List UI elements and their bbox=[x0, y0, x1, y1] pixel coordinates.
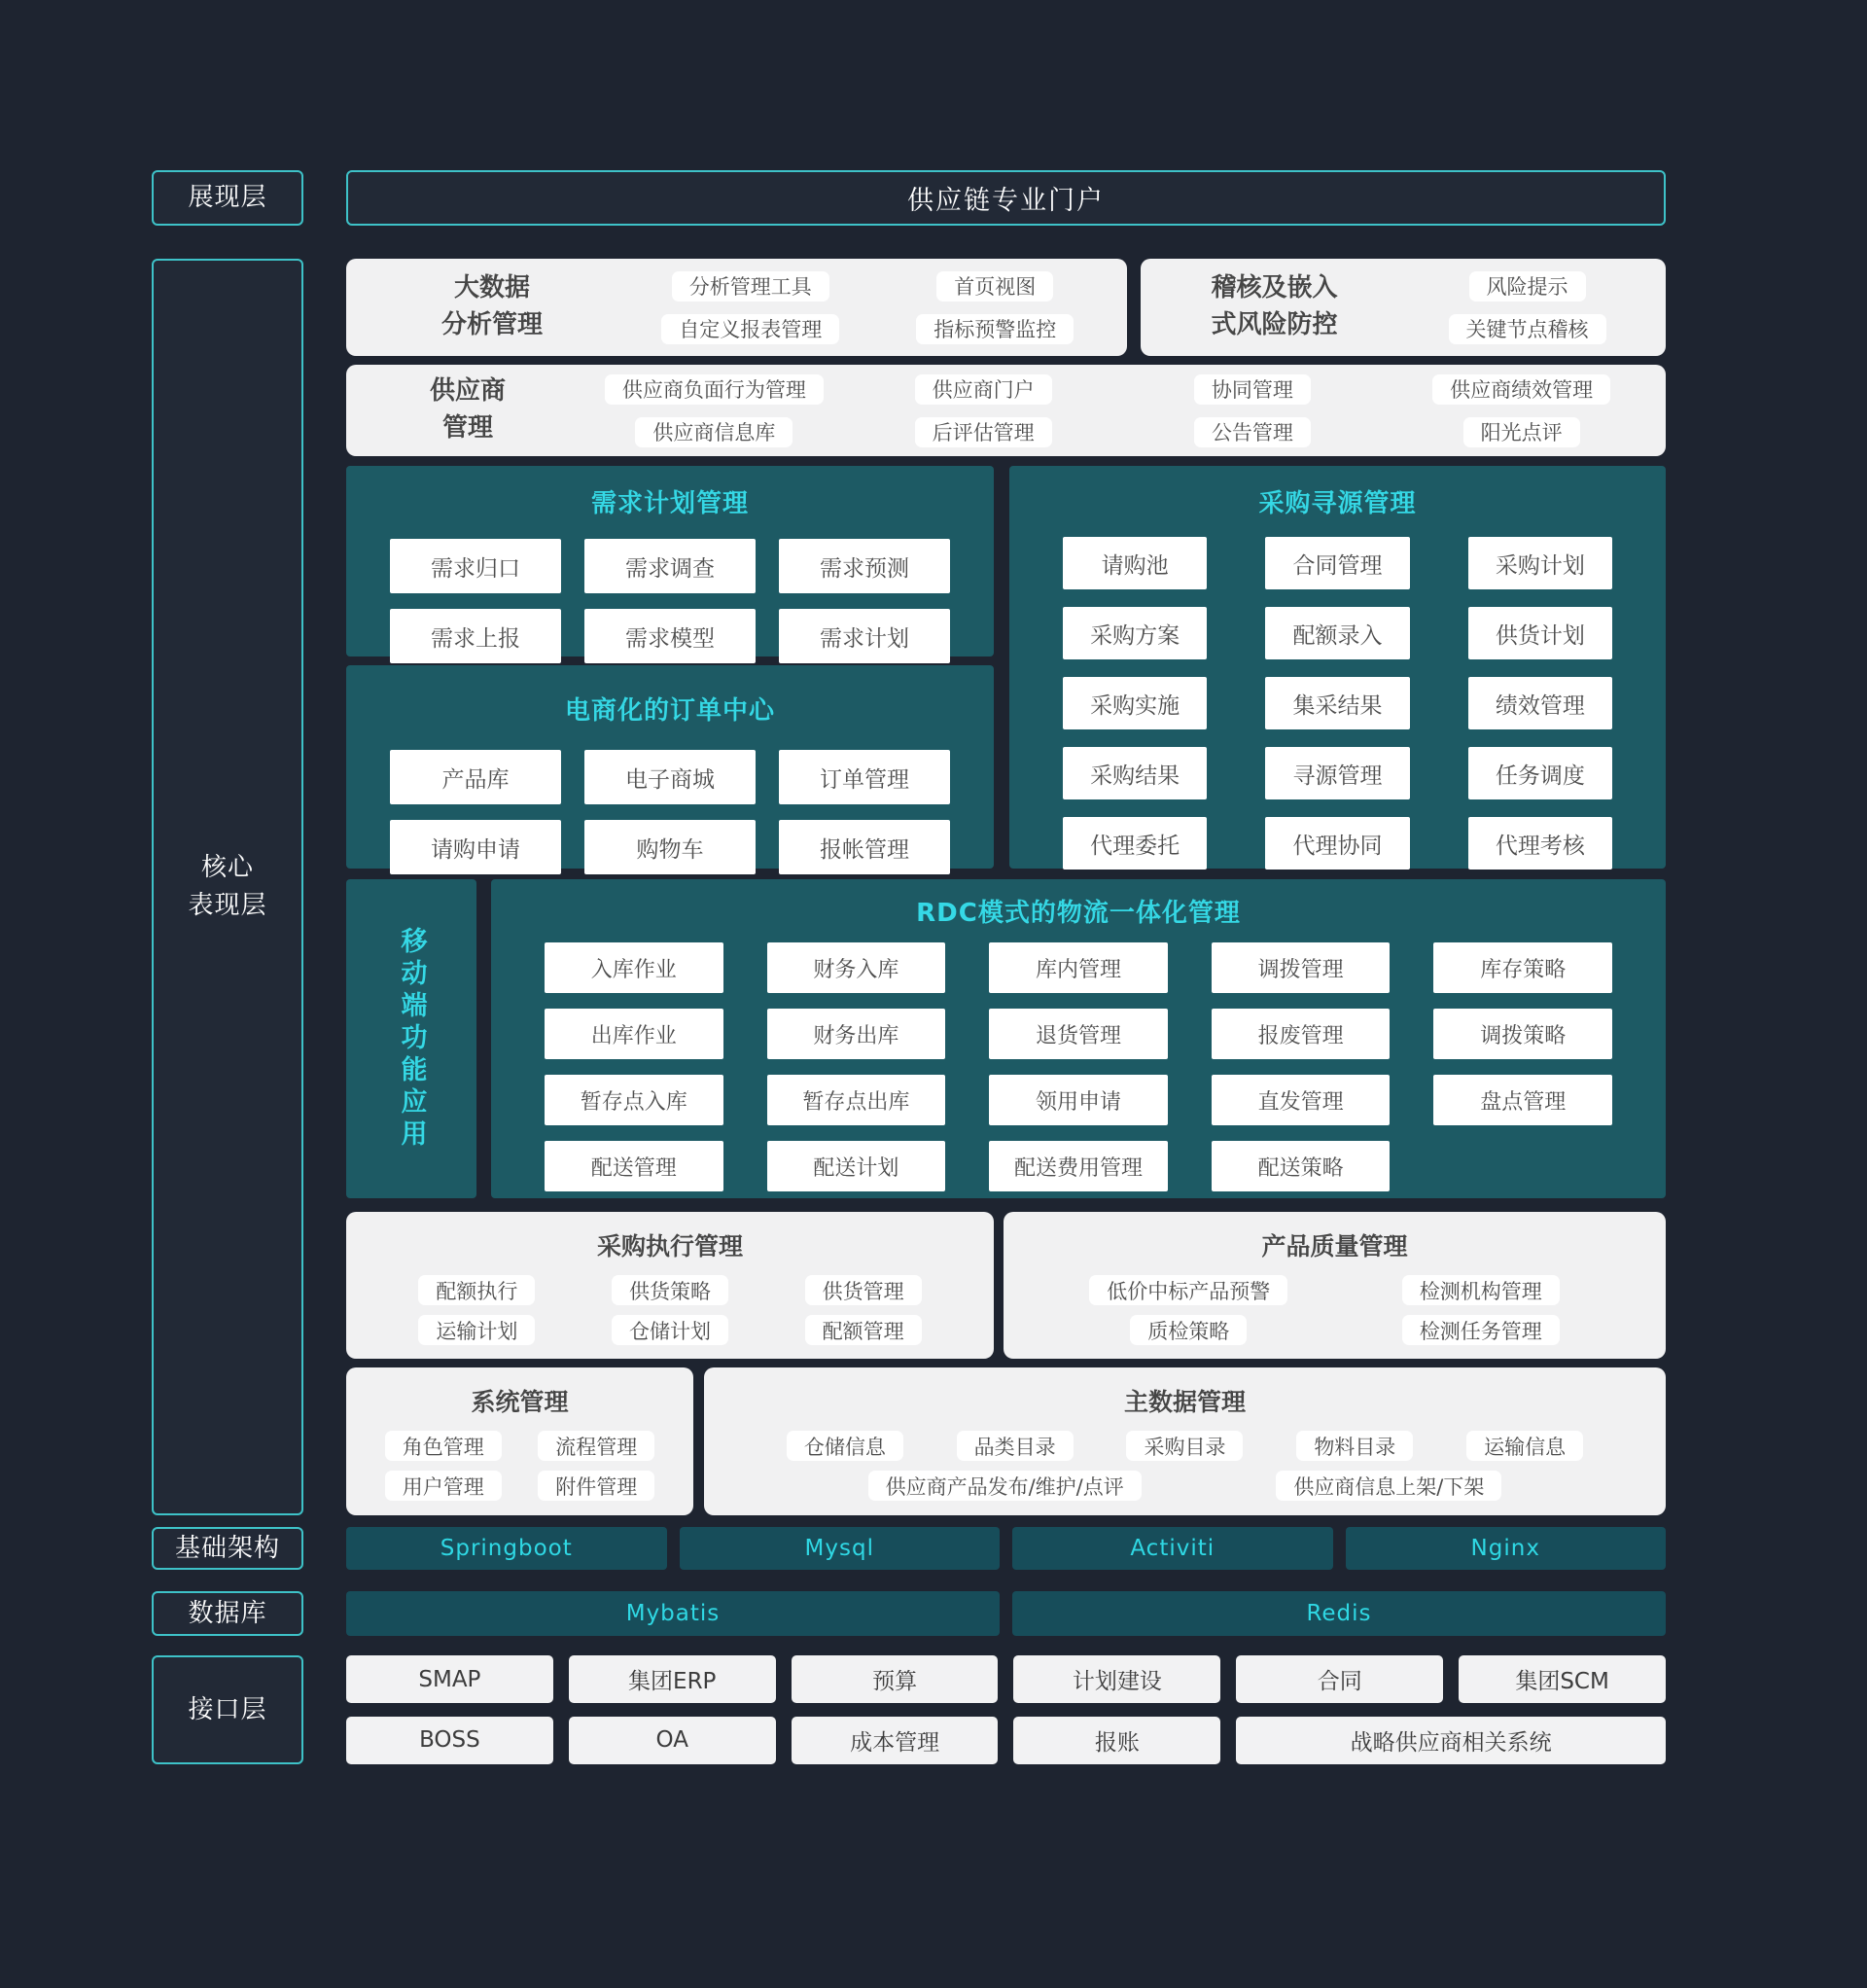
module-box: 采购实施 bbox=[1063, 677, 1207, 729]
module-box: 配送费用管理 bbox=[989, 1141, 1168, 1191]
tech-bar: Redis bbox=[1012, 1591, 1666, 1636]
module-box: 首页视图 bbox=[936, 271, 1053, 302]
row-demand-sourcing bbox=[346, 466, 1666, 869]
core-label-line2: 表现层 bbox=[188, 891, 267, 920]
module-box: 盘点管理 bbox=[1433, 1075, 1612, 1125]
module-box: 供货计划 bbox=[1468, 607, 1612, 659]
module-box: 角色管理 bbox=[385, 1431, 502, 1461]
module-box: 关键节点稽核 bbox=[1449, 314, 1606, 344]
interface-box: 战略供应商相关系统 bbox=[1236, 1717, 1666, 1764]
panel-master-data bbox=[704, 1367, 1666, 1515]
panel-rdc-logistics bbox=[491, 879, 1666, 1198]
module-box: 指标预警监控 bbox=[916, 314, 1074, 344]
module-box: 采购结果 bbox=[1063, 747, 1207, 799]
panel-title: 稽核及嵌入 式风险防控 bbox=[1211, 273, 1338, 339]
module-box: 采购计划 bbox=[1468, 537, 1612, 589]
interface-box: 集团ERP bbox=[569, 1655, 776, 1703]
interface-box: 合同 bbox=[1236, 1655, 1443, 1703]
panel-product-quality bbox=[1004, 1212, 1666, 1359]
module-box: 质检策略 bbox=[1130, 1315, 1247, 1345]
panel-bigdata-analytics bbox=[346, 259, 1127, 356]
layer-label-infrastructure bbox=[152, 1527, 303, 1570]
module-box: 入库作业 bbox=[545, 942, 723, 993]
module-box: 寻源管理 bbox=[1265, 747, 1409, 799]
row-execution-quality bbox=[346, 1212, 1666, 1359]
chip-grid bbox=[390, 750, 950, 874]
module-box: 供应商信息库 bbox=[635, 417, 793, 447]
portal-title: 供应链专业门户 bbox=[907, 186, 1105, 216]
module-box: 直发管理 bbox=[1212, 1075, 1391, 1125]
module-box: 产品库 bbox=[390, 750, 561, 804]
module-box: 电子商城 bbox=[584, 750, 756, 804]
diagram-layout bbox=[152, 170, 1666, 1764]
chip-column bbox=[873, 271, 1118, 344]
module-box: 供应商门户 bbox=[915, 374, 1052, 405]
chip-column bbox=[849, 374, 1118, 447]
panel-order-center bbox=[346, 665, 994, 869]
interface-box: 预算 bbox=[792, 1655, 999, 1703]
module-box: 流程管理 bbox=[538, 1431, 654, 1461]
panel-title: 采购寻源管理 bbox=[1258, 489, 1417, 518]
module-box: 财务出库 bbox=[767, 1009, 946, 1059]
module-box: 配送策略 bbox=[1212, 1141, 1391, 1191]
interface-box: BOSS bbox=[346, 1717, 553, 1764]
module-box: 代理协同 bbox=[1265, 817, 1409, 870]
chip-grid bbox=[545, 942, 1612, 1191]
chip-grid bbox=[390, 539, 950, 663]
module-box: 采购方案 bbox=[1063, 607, 1207, 659]
layer-label-interface bbox=[152, 1655, 303, 1764]
module-box: 调拨策略 bbox=[1433, 1009, 1612, 1059]
module-box: 购物车 bbox=[584, 820, 756, 874]
chip-grid bbox=[373, 1431, 666, 1501]
chip-column bbox=[1387, 374, 1656, 447]
module-box: 需求调查 bbox=[584, 539, 756, 593]
module-box: 领用申请 bbox=[989, 1075, 1168, 1125]
module-box: 集采结果 bbox=[1265, 677, 1409, 729]
module-box: 报废管理 bbox=[1212, 1009, 1391, 1059]
module-box: 暂存点入库 bbox=[545, 1075, 723, 1125]
panel-title: RDC模式的物流一体化管理 bbox=[916, 899, 1241, 928]
panel-mobile-apps bbox=[346, 879, 476, 1198]
panel-title: 需求计划管理 bbox=[590, 489, 749, 518]
tech-bar: Mybatis bbox=[346, 1591, 1000, 1636]
row-database bbox=[346, 1591, 1666, 1636]
chip-grid bbox=[400, 1275, 940, 1345]
panel-procurement-sourcing bbox=[1009, 466, 1666, 869]
layer-label-presentation bbox=[152, 170, 303, 226]
module-box: 供应商信息上架/下架 bbox=[1276, 1471, 1501, 1501]
module-box: 仓储计划 bbox=[612, 1315, 728, 1345]
module-box: 运输计划 bbox=[418, 1315, 535, 1345]
row-infrastructure bbox=[346, 1527, 1666, 1570]
module-box: 调拨管理 bbox=[1212, 942, 1391, 993]
module-box: 退货管理 bbox=[989, 1009, 1168, 1059]
chip-grid bbox=[1072, 1275, 1598, 1345]
row-interfaces bbox=[346, 1655, 1666, 1764]
module-box: 库存策略 bbox=[1433, 942, 1612, 993]
panel-title-vertical: 移动端功能应用 bbox=[396, 926, 427, 1152]
chip-grid bbox=[1063, 537, 1612, 870]
module-box: 检测任务管理 bbox=[1402, 1315, 1560, 1345]
layer-label-text: 接口层 bbox=[188, 1694, 267, 1724]
panel-title: 主数据管理 bbox=[1123, 1388, 1246, 1416]
panel-title: 供应商 管理 bbox=[429, 376, 506, 443]
module-box: 品类目录 bbox=[957, 1431, 1074, 1461]
panel-title: 电商化的订单中心 bbox=[564, 696, 775, 726]
module-box: 协同管理 bbox=[1194, 374, 1311, 405]
interface-box: SMAP bbox=[346, 1655, 553, 1703]
panel-supplier-management bbox=[346, 365, 1666, 456]
module-box: 分析管理工具 bbox=[672, 271, 829, 302]
interface-box: 报账 bbox=[1013, 1717, 1220, 1764]
layer-label-core bbox=[152, 259, 303, 1515]
module-box: 报帐管理 bbox=[779, 820, 950, 874]
module-box: 阳光点评 bbox=[1463, 417, 1580, 447]
module-box: 低价中标产品预警 bbox=[1089, 1275, 1287, 1305]
module-box: 库内管理 bbox=[989, 942, 1168, 993]
module-box: 用户管理 bbox=[385, 1471, 502, 1501]
layer-label-text bbox=[188, 849, 266, 925]
module-box: 需求归口 bbox=[390, 539, 561, 593]
panel-title: 大数据 分析管理 bbox=[440, 273, 543, 339]
chip-column bbox=[628, 271, 873, 344]
module-box: 配额录入 bbox=[1265, 607, 1409, 659]
interface-box: OA bbox=[569, 1717, 776, 1764]
chip-column bbox=[1398, 271, 1656, 344]
module-box: 配额执行 bbox=[418, 1275, 535, 1305]
chip-column bbox=[580, 374, 849, 447]
module-box: 出库作业 bbox=[545, 1009, 723, 1059]
module-box: 供应商产品发布/维护/点评 bbox=[868, 1471, 1142, 1501]
panel-system-management bbox=[346, 1367, 693, 1515]
module-box: 自定义报表管理 bbox=[661, 314, 839, 344]
panel-procurement-execution bbox=[346, 1212, 994, 1359]
chip-row bbox=[733, 1471, 1637, 1501]
module-box: 请购池 bbox=[1063, 537, 1207, 589]
row-rdc-logistics bbox=[346, 879, 1666, 1198]
chip-column bbox=[1118, 374, 1388, 447]
module-box: 供应商负面行为管理 bbox=[605, 374, 824, 405]
panel-title: 采购执行管理 bbox=[596, 1232, 743, 1260]
module-box: 代理考核 bbox=[1468, 817, 1612, 870]
layer-label-text: 基础架构 bbox=[174, 1533, 280, 1563]
module-box: 仓储信息 bbox=[787, 1431, 903, 1461]
panel-title: 产品质量管理 bbox=[1261, 1232, 1408, 1260]
module-box: 合同管理 bbox=[1265, 537, 1409, 589]
module-box: 供货管理 bbox=[805, 1275, 922, 1305]
layer-label-text: 展现层 bbox=[188, 183, 267, 212]
module-box: 绩效管理 bbox=[1468, 677, 1612, 729]
module-box: 供货策略 bbox=[612, 1275, 728, 1305]
module-box: 需求计划 bbox=[779, 609, 950, 663]
panel-title: 系统管理 bbox=[471, 1388, 569, 1416]
interface-box: 成本管理 bbox=[792, 1717, 999, 1764]
module-box: 代理委托 bbox=[1063, 817, 1207, 870]
module-box: 附件管理 bbox=[538, 1471, 654, 1501]
module-box: 风险提示 bbox=[1469, 271, 1586, 302]
tech-bar: Nginx bbox=[1346, 1527, 1667, 1570]
chip-row bbox=[733, 1431, 1637, 1461]
interface-box: 计划建设 bbox=[1013, 1655, 1220, 1703]
module-box: 采购目录 bbox=[1126, 1431, 1243, 1461]
module-box: 配额管理 bbox=[805, 1315, 922, 1345]
module-box: 订单管理 bbox=[779, 750, 950, 804]
module-box: 请购申请 bbox=[390, 820, 561, 874]
module-box: 需求模型 bbox=[584, 609, 756, 663]
module-box: 运输信息 bbox=[1466, 1431, 1583, 1461]
interface-box: 集团SCM bbox=[1459, 1655, 1666, 1703]
core-label-line1: 核心 bbox=[200, 853, 254, 882]
core-content bbox=[346, 259, 1666, 1515]
left-stack bbox=[346, 466, 994, 869]
module-box: 公告管理 bbox=[1194, 417, 1311, 447]
module-box: 物料目录 bbox=[1296, 1431, 1413, 1461]
module-box: 任务调度 bbox=[1468, 747, 1612, 799]
module-box: 配送管理 bbox=[545, 1141, 723, 1191]
layer-label-database bbox=[152, 1591, 303, 1636]
layer-label-text: 数据库 bbox=[188, 1598, 267, 1628]
module-box: 需求预测 bbox=[779, 539, 950, 593]
row-analytics-audit bbox=[346, 259, 1666, 356]
portal-title-box bbox=[346, 170, 1666, 226]
module-box: 配送计划 bbox=[767, 1141, 946, 1191]
module-box: 财务入库 bbox=[767, 942, 946, 993]
module-box: 检测机构管理 bbox=[1402, 1275, 1560, 1305]
row-system-masterdata bbox=[346, 1367, 1666, 1515]
module-box: 供应商绩效管理 bbox=[1432, 374, 1610, 405]
tech-bar: Springboot bbox=[346, 1527, 667, 1570]
tech-bar: Activiti bbox=[1012, 1527, 1333, 1570]
module-box: 暂存点出库 bbox=[767, 1075, 946, 1125]
module-box: 需求上报 bbox=[390, 609, 561, 663]
panel-audit-risk bbox=[1141, 259, 1666, 356]
module-box: 后评估管理 bbox=[915, 417, 1052, 447]
tech-bar: Mysql bbox=[680, 1527, 1001, 1570]
panel-demand-planning bbox=[346, 466, 994, 657]
